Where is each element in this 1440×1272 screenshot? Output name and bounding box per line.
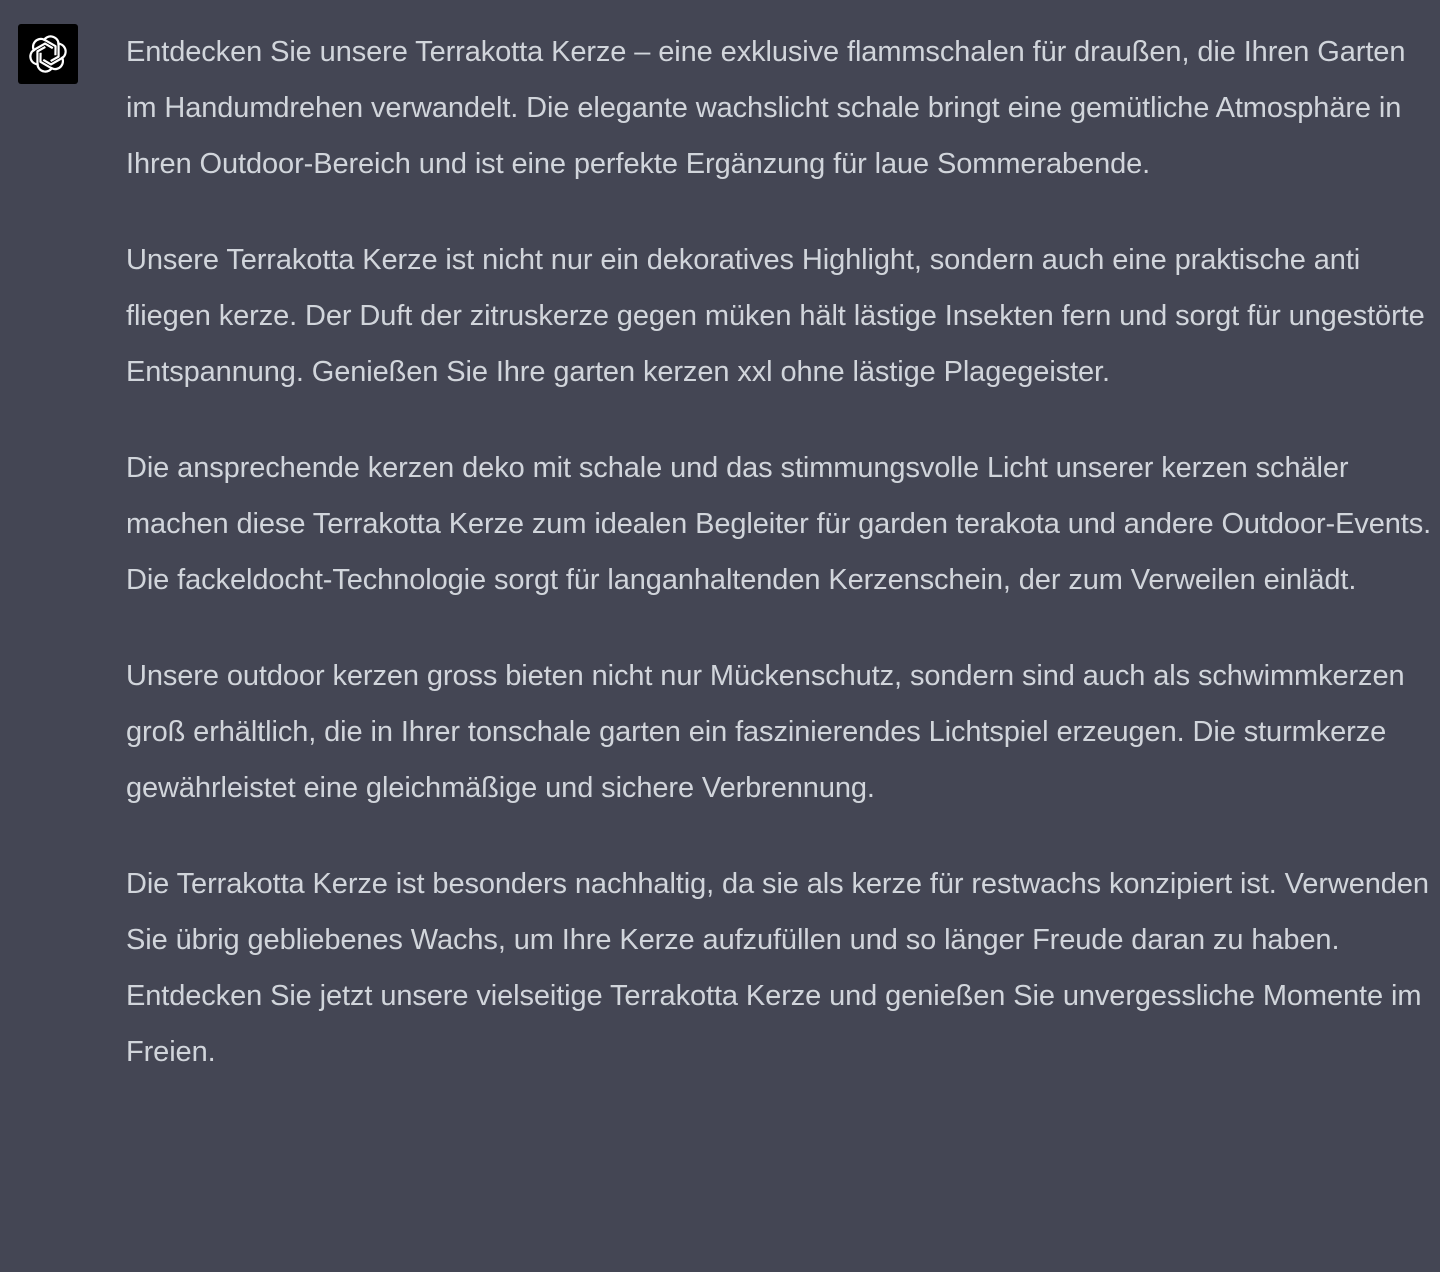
message-content — [126, 24, 1436, 1120]
message-paragraph: Die Terrakotta Kerze ist besonders nachhaltig, da sie als kerze für restwachs konzipiert ist. Verwenden Sie übrig gebliebenes Wachs, um Ihre Kerze aufzufüllen und so länger Freude daran zu haben. Entdecken Sie jetzt unsere vielseitige Terrakotta Kerze und genießen Sie unvergessliche Momente im Freien. — [126, 868, 1429, 1068]
message-paragraph: Entdecken Sie unsere Terrakotta Kerze – eine exklusive flammschalen für draußen, die Ihren Garten im Handumdrehen verwandelt. Die elegante wachslicht schale bringt eine gemütliche Atmosphäre in Ihren Outdoor-Bereich und ist eine perfekte Ergänzung für laue Sommerabende. — [126, 36, 1406, 180]
message-paragraph: Unsere Terrakotta Kerze ist nicht nur ein dekoratives Highlight, sondern auch eine praktische anti fliegen kerze. Der Duft der zitruskerze gegen müken hält lästige Insekten fern und sorgt für ungestörte Entspannung. Genießen Sie Ihre garten kerzen xxl ohne lästige Plagegeister. — [126, 244, 1425, 388]
message-paragraph: Die ansprechende kerzen deko mit schale und das stimmungsvolle Licht unserer kerzen schäler machen diese Terrakotta Kerze zum idealen Begleiter für garden terakota und andere Outdoor-Events. Die fackeldocht-Technologie sorgt für langanhaltenden Kerzenschein, der zum Verweilen einlädt. — [126, 452, 1432, 596]
message-paragraph: Unsere outdoor kerzen gross bieten nicht nur Mückenschutz, sondern sind auch als schwimmkerzen groß erhältlich, die in Ihrer tonschale garten ein faszinierendes Lichtspiel erzeugen. Die sturmkerze gewährleistet eine gleichmäßige und sichere Verbrennung. — [126, 660, 1405, 804]
assistant-avatar — [18, 24, 78, 84]
openai-logo-icon — [26, 32, 70, 76]
